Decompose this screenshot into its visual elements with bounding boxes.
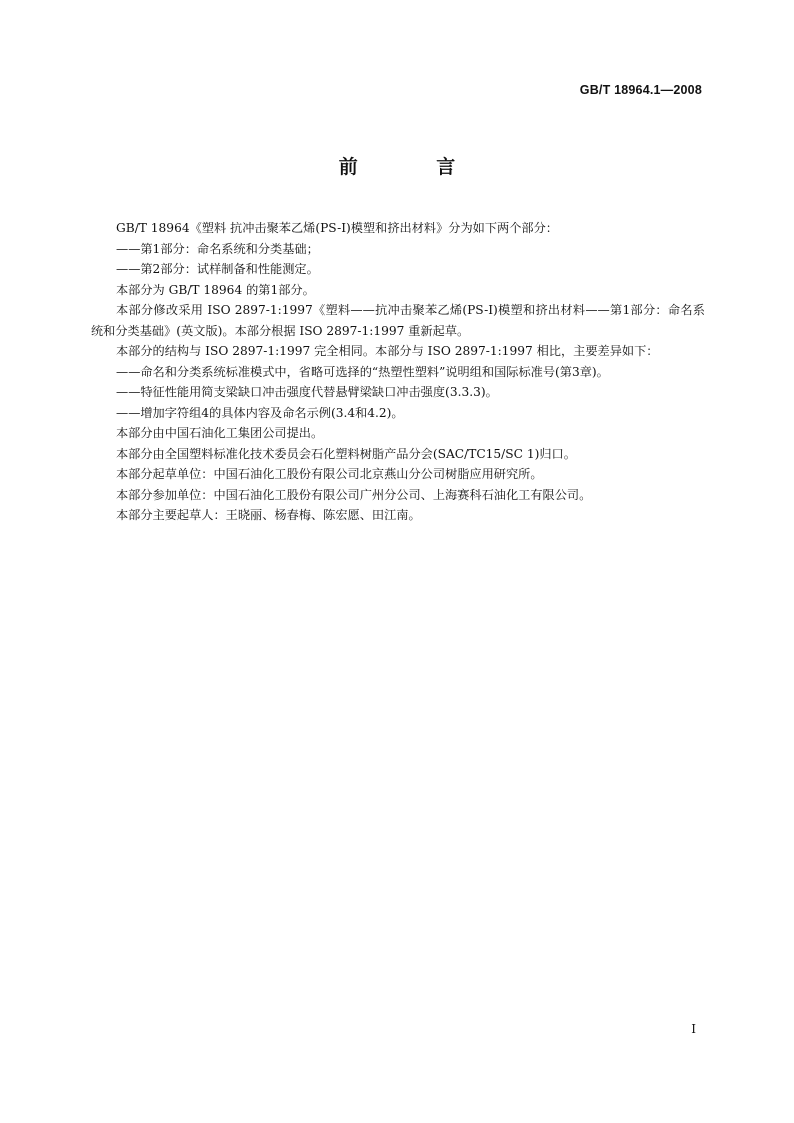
paragraph-adoption: 本部分修改采用 ISO 2897-1:1997《塑料——抗冲击聚苯乙烯(PS-I)模塑和挤出材料——第1部分：命名系统和分类基础》(英文版)。本部分根据 ISO 2897-1:1997 重新起草。 bbox=[91, 303, 705, 338]
list-item-difference-1: ——命名和分类系统标准模式中，省略可选择的“热塑性塑料”说明组和国际标准号(第3章)。 bbox=[116, 364, 609, 379]
paragraph-this-part: 本部分为 GB/T 18964 的第1部分。 bbox=[116, 282, 315, 297]
paragraph-committee: 本部分由全国塑料标准化技术委员会石化塑料树脂产品分会(SAC/TC15/SC 1)归口。 bbox=[116, 446, 576, 461]
list-item-part-2: ——第2部分：试样制备和性能测定。 bbox=[116, 262, 319, 276]
page-title: 前 言 bbox=[338, 156, 492, 178]
paragraph-drafting-unit: 本部分起草单位：中国石油化工股份有限公司北京燕山分公司树脂应用研究所。 bbox=[116, 467, 543, 481]
paragraph-intro: GB/T 18964《塑料 抗冲击聚苯乙烯(PS-I)模塑和挤出材料》分为如下两个部分： bbox=[116, 221, 558, 235]
list-item-difference-2: ——特征性能用简支梁缺口冲击强度代替悬臂梁缺口冲击强度(3.3.3)。 bbox=[116, 385, 498, 399]
list-item-part-1: ——第1部分：命名系统和分类基础； bbox=[116, 241, 319, 256]
standard-code: GB/T 18964.1—2008 bbox=[579, 83, 702, 97]
paragraph-participating-units: 本部分参加单位：中国石油化工股份有限公司广州分公司、上海赛科石油化工有限公司。 bbox=[116, 487, 592, 502]
paragraph-structure: 本部分的结构与 ISO 2897-1:1997 完全相同。本部分与 ISO 2897-1:1997 相比，主要差异如下： bbox=[116, 344, 659, 358]
paragraph-proposer: 本部分由中国石油化工集团公司提出。 bbox=[116, 426, 324, 440]
foreword-body bbox=[91, 218, 705, 526]
paragraph-drafters: 本部分主要起草人：王晓丽、杨春梅、陈宏愿、田江南。 bbox=[116, 508, 421, 522]
page-number: I bbox=[691, 1022, 696, 1036]
list-item-difference-3: ——增加字符组4的具体内容及命名示例(3.4和4.2)。 bbox=[116, 405, 404, 420]
